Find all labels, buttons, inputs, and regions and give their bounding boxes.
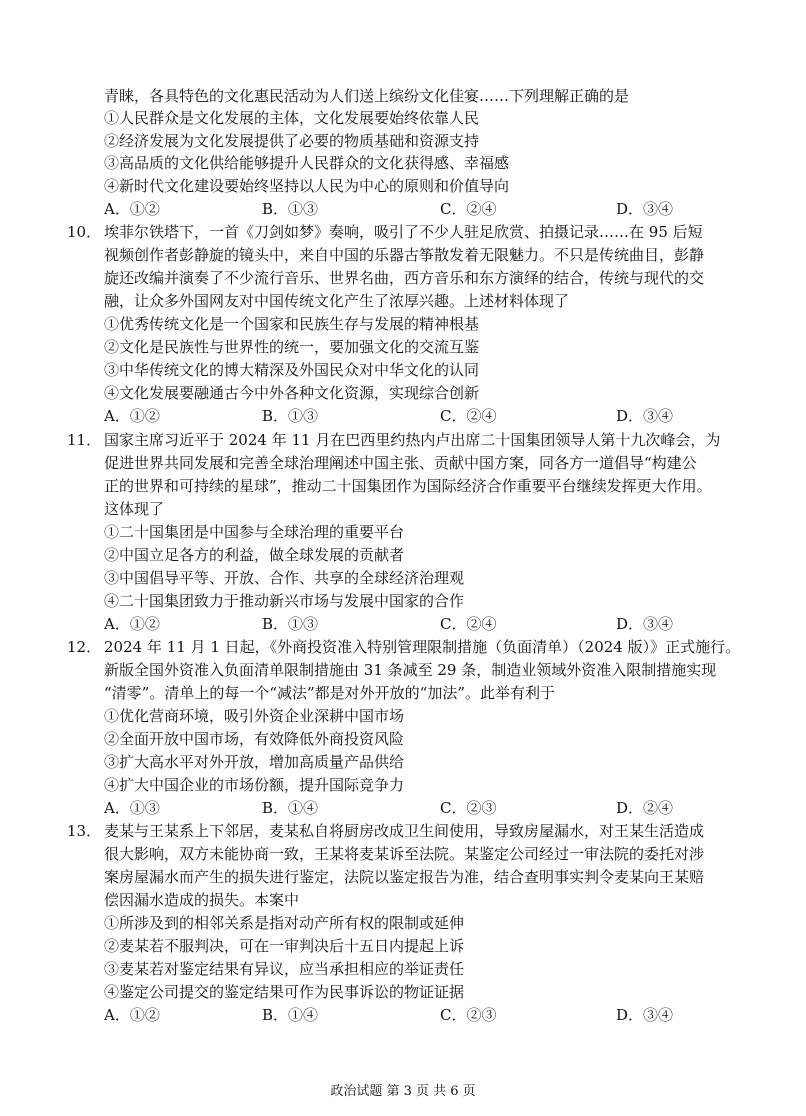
q9-option-d: D．③④ [616, 200, 674, 218]
q11-item-2: ②中国立足各方的利益，做全球发展的贡献者 [104, 546, 405, 564]
q11-item-1: ①二十国集团是中国参与全球治理的重要平台 [104, 523, 405, 541]
q11-stem-line-3: 正的世界和可持续的星球”，推动二十国集团作为国际经济合作重要平台继续发挥更大作用。 [104, 477, 712, 495]
q10-stem-line-2: 视频创作者彭静旋的镜头中，来自中国的乐器古筝散发着无限魅力。不只是传统曲目，彭静 [104, 246, 705, 264]
q12-item-3: ③扩大高水平对外开放，增加高质量产品供给 [104, 753, 405, 771]
q10-option-a: A．①② [104, 407, 160, 425]
q10-option-c: C．②④ [440, 407, 497, 425]
q12-item-4: ④扩大中国企业的市场份额，提升国际竞争力 [104, 776, 405, 794]
q10-option-d: D．③④ [616, 407, 674, 425]
q13-stem-line-2: 很大影响，双方未能协商一致，王某将麦某诉至法院。某鉴定公司经过一审法院的委托对涉 [104, 845, 705, 863]
q13-option-b: B．①④ [262, 1006, 319, 1024]
q10-item-1: ①优秀传统文化是一个国家和民族生存与发展的精神根基 [104, 315, 480, 333]
q11-number: 11． [67, 431, 102, 449]
q11-stem-line-4: 这体现了 [104, 500, 165, 518]
q10-stem-line-4: 融，让众多外国网友对中国传统文化产生了浓厚兴趣。上述材料体现了 [104, 292, 570, 310]
q12-number: 12． [67, 638, 102, 656]
q10-item-4: ④文化发展要融通古今中外各种文化资源，实现综合创新 [104, 384, 480, 402]
q9-item-2: ②经济发展为文化发展提供了必要的物质基础和资源支持 [104, 132, 480, 150]
q9-stem-tail: 青睐，各具特色的文化惠民活动为人们送上缤纷文化佳宴……下列理解正确的是 [104, 87, 630, 105]
q13-stem-line-1: 13． 麦某与王某系上下邻居，麦某私自将厨房改成卫生间使用，导致房屋漏水，对王某生活造成 [67, 822, 705, 840]
q9-option-b: B．①③ [262, 200, 319, 218]
q13-option-c: C．②③ [440, 1006, 497, 1024]
q13-item-2: ②麦某若不服判决，可在一审判决后十五日内提起上诉 [104, 937, 465, 955]
q10-item-2: ②文化是民族性与世界性的统一，要加强文化的交流互鉴 [104, 338, 480, 356]
q9-item-1: ①人民群众是文化发展的主体，文化发展要始终依靠人民 [104, 109, 480, 127]
q12-option-d: D．②④ [616, 799, 674, 817]
q10-number: 10． [67, 223, 102, 241]
q10-option-b: B．①③ [262, 407, 319, 425]
q13-number: 13． [67, 822, 102, 840]
q10-item-3: ③中华传统文化的博大精深及外国民众对中华文化的认同 [104, 361, 480, 379]
q11-item-3: ③中国倡导平等、开放、合作、共享的全球经济治理观 [104, 569, 465, 587]
q13-stem-line-3: 案房屋漏水而产生的损失进行鉴定，法院以鉴定报告为准，结合查明事实判令麦某向王某赔 [104, 868, 705, 886]
q9-item-3: ③高品质的文化供给能够提升人民群众的文化获得感、幸福感 [104, 154, 510, 172]
q9-option-a: A．①② [104, 200, 160, 218]
q13-option-d: D．③④ [616, 1006, 674, 1024]
q12-option-a: A．①③ [104, 799, 160, 817]
q12-item-2: ②全面开放中国市场，有效降低外商投资风险 [104, 730, 405, 748]
q13-option-a: A．①② [104, 1006, 160, 1024]
q12-option-b: B．①④ [262, 799, 319, 817]
q11-stem-line-1: 11． 国家主席习近平于 2024 年 11 月在巴西里约热内卢出席二十国集团领导人第十九次峰会，为 [67, 431, 721, 449]
q9-option-c: C．②④ [440, 200, 497, 218]
q11-option-c: C．②④ [440, 615, 497, 633]
q13-item-3: ③麦某若对鉴定结果有异议，应当承担相应的举证责任 [104, 960, 465, 978]
q13-stem-line-4: 偿因漏水造成的损失。本案中 [104, 891, 300, 909]
q12-stem-line-2: 新版全国外资准入负面清单限制措施由 31 条减至 29 条，制造业领域外资准入限制措施实现 [104, 661, 717, 679]
q10-stem-line-3: 旋还改编并演奏了不少流行音乐、世界名曲，西方音乐和东方演绎的结合，传统与现代的交 [104, 269, 705, 287]
q11-option-b: B．①③ [262, 615, 319, 633]
q12-item-1: ①优化营商环境，吸引外资企业深耕中国市场 [104, 707, 405, 725]
page-footer: 政治试题 第 3 页 共 6 页 [330, 1084, 476, 1099]
q12-option-c: C．②③ [440, 799, 497, 817]
q9-item-4: ④新时代文化建设要始终坚持以人民为中心的原则和价值导向 [104, 177, 510, 195]
q12-stem-line-1: 12． 2024 年 11 月 1 日起，《外商投资准入特别管理限制措施（负面清单）（2024 版）》正式施行。 [67, 638, 741, 656]
q10-stem-line-1: 10． 埃菲尔铁塔下，一首《刀剑如梦》奏响，吸引了不少人驻足欣赏、拍摄记录……在 95 后短 [67, 223, 703, 241]
q11-item-4: ④二十国集团致力于推动新兴市场与发展中国家的合作 [104, 592, 465, 610]
q13-item-4: ④鉴定公司提交的鉴定结果可作为民事诉讼的物证证据 [104, 983, 465, 1001]
q11-option-a: A．①② [104, 615, 160, 633]
q11-stem-line-2: 促进世界共同发展和完善全球治理阐述中国主张、贡献中国方案，同各方一道倡导“构建公 [104, 454, 697, 472]
q12-stem-line-3: “清零”。清单上的每一个“减法”都是对外开放的“加法”。此举有利于 [104, 684, 556, 702]
q13-item-1: ①所涉及到的相邻关系是指对动产所有权的限制或延伸 [104, 914, 465, 932]
q11-option-d: D．③④ [616, 615, 674, 633]
